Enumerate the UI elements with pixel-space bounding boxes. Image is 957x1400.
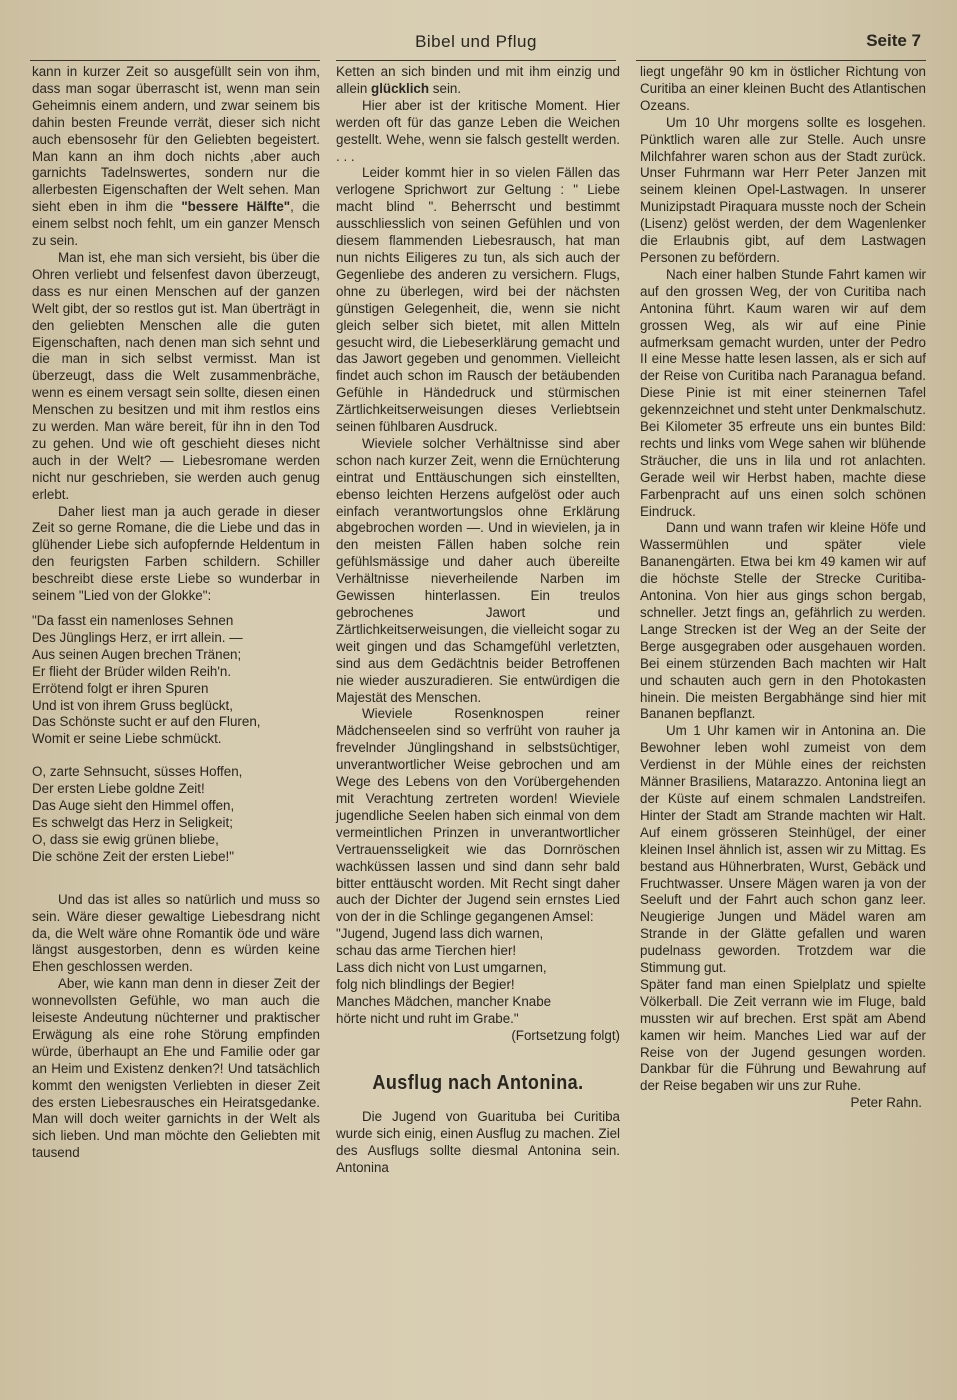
paragraph: Und das ist alles so natürlich und muss so sein. Wäre dieser gewaltige Liebesdrang nicht da, die Welt wäre ohne Romantik öde und wäre längst ausgestorben, denn es würden keine Ehen geschlossen werden. — [32, 891, 320, 975]
poem-line: Das Schönste sucht er auf den Fluren, — [32, 714, 261, 730]
poem-line: Es schwelgt das Herz in Seligkeit; — [32, 814, 233, 830]
poem-line: Das Auge sieht den Himmel offen, — [32, 798, 235, 814]
header-rule-left — [30, 60, 320, 61]
poem-line: "Da fasst ein namenloses Sehnen — [32, 613, 234, 628]
paragraph: Wieviele Rosenknospen reiner Mädchenseelen sind so verfrüht von rauher ja frevelnder Jünglingshand in selbstsüchtiger, unverantwortlicher Weise gebrochen und am Wege des Lebens von den Vorübergehenden mit Verachtung zertreten worden! Wieviele jugendliche Seelen haben sich einmal von dem vermeintlichen Prinzen in unverantwortlicher Vertrauensseligkeit wie das Dornröschen wachküssen lassen und sind dann sehr bald bitter enttäuscht worden. Mit Recht singt daher auch der Dichter der Jugend sein ernstes Lied von der in die Schlinge gegangenen Amsel: — [336, 706, 620, 925]
paragraph: Daher liest man ja auch gerade in dieser Zeit so gerne Romane, die die Liebe und das in glühender Liebe sich aufopfernde Heldentum in den feurigsten Farben schildern. Schiller beschreibt diese erste Liebe so wunderbar in seinem "Lied von der Glokke": — [32, 503, 320, 604]
text: sein. — [432, 80, 462, 96]
page-number: Seite 7 — [866, 31, 921, 50]
poem-line: Lass dich nicht von Lust umgarnen, — [336, 960, 547, 976]
paragraph: Die Jugend von Guarituba bei Curitiba wurde sich einig, einen Ausflug zu machen. Ziel des Ausflugs sollte diesmal Antonina sein. Antonina — [336, 1109, 620, 1176]
poem-line: Und ist von ihrem Gruss beglückt, — [32, 697, 233, 713]
paragraph: Später fand man einen Spielplatz und spielte Völkerball. Die Zeit verrann wie im Fluge, bald mussten wir auf brechen. Erst spät am Abend kamen wir heim. Manches Lied war auf der Reise von der Jugend gesungen worden. Dankbar für die Führung und Bewahrung auf der Reise begaben wir uns zur Ruhe. — [640, 976, 926, 1094]
paragraph: Nach einer halben Stunde Fahrt kamen wir auf den grossen Weg, der von Curitiba nach Antonina führt. Kaum waren wir auf dem grossen Weg, als wir auf eine Pinie aufmerksam gemacht wurden, unter der Pedro II eine Messe hatte lesen lassen, als er sich auf der Reise von Curitiba nach Paranagua befand. Diese Pinie ist mit einer steinernen Tafel gekennzeichnet und steht unter Denkmalschutz. Bei Kilometer 35 erfreute uns ein buntes Bild: rechts und links vom Wege sahen wir blühende Sträucher, die uns in lila und rot anlachten. Gerade weil wir Herbst haben, machte diese Farbenpracht auf uns einen solch schönen Eindruck. — [640, 266, 926, 519]
page-header — [0, 28, 957, 58]
paragraph — [336, 64, 620, 98]
header-rule-right — [636, 60, 926, 61]
column-3 — [640, 64, 926, 1112]
paragraph: liegt ungefähr 90 km in östlicher Richtung von Curitiba an einer kleinen Bucht des Atlantischen Ozeans. — [640, 64, 926, 113]
poem-line: Womit er seine Liebe schmückt. — [32, 731, 222, 747]
paragraph: Um 1 Uhr kamen wir in Antonina an. Die Bewohner leben wohl zumeist von dem Verdienst in der Mühle eines der reichsten Männer Brasiliens, Matarazzo. Antonina liegt an der Küste auf einem schmalen Landstreifen. Hinter der Stadt am Strande machten wir Halt. Auf einem grösseren Steinhügel, der einer kleinen Insel ähnlich ist, assen wir zu Mittag. Es bestand aus Hühnerbraten, Wurst, Gebäck und Fruchtwasser. Unsere Mägen waren ja von der Seeluft und der Fahrt auch schon ganz leer. Neugierige Jungen und Mädel waren am Strande in der Glätte gefallen und waren pudelnass geworden. Trotzdem war die Stimmung gut. — [640, 723, 926, 976]
poem-line: Des Jünglings Herz, er irrt allein. — — [32, 629, 243, 645]
paragraph: Hier aber ist der kritische Moment. Hier werden oft für das ganze Leben die Weichen gestellt. Wehe, wenn sie falsch gestellt werden. . . . — [336, 97, 620, 164]
paragraph: Um 10 Uhr morgens sollte es losgehen. Pünktlich waren alle zur Stelle. Auch unsre Milchfahrer waren schon aus der Stadt zurück. Unser Fuhrmann war Herr Peter Janzen mit seinem kleinen Opel-Lastwagen. In unserer Munizipstadt Piraquara musste noch der Schein (Lisenz) gelöst werden, der dem Wagenlenker die Erlaubnis gibt, auf dem Lastwagen Personen zu befördern. — [640, 114, 926, 265]
poem-line: schau das arme Tierchen hier! — [336, 943, 517, 959]
poem-stanza-2 — [32, 764, 320, 865]
poem-line: Manches Mädchen, mancher Knabe — [336, 993, 552, 1009]
continued-note: (Fortsetzung folgt) — [511, 1027, 620, 1043]
paragraph — [32, 64, 320, 250]
paragraph: Wieviele solcher Verhältnisse sind aber schon nach kurzer Zeit, wenn die Ernüchterung eintrat und Enttäuschungen sich einstellten, ebenso leichten Herzens aufgelöst oder auch einfach verantwortungslos ohne Erklärung abgebrochen worden —. Und in wievielen, ja in den meisten Fällen haben solche rein gefühlsmässige und daher auch übereilte Verhältnisse nieverheilende Narben im Gewissen hinterlassen. Ein treulos gebrochenes Jawort und Zärtlichkeitserweisungen, die vielleicht sogar zu weit gingen und das Schamgefühl verletzten, sind aus dem Gedächtnis beider Betroffenen nie wieder auszuradieren. Sie entwürdigen die Majestät des Menschen. — [336, 435, 620, 705]
text: Ketten an sich binden und mit ihm einzig und allein — [336, 64, 620, 96]
poem-line: hörte nicht und ruht im Grabe." — [336, 1010, 519, 1026]
poem — [336, 926, 620, 1027]
poem-line: O, zarte Sehnsucht, süsses Hoffen, — [32, 764, 243, 780]
running-title: Bibel und Pflug — [415, 32, 537, 51]
spacer — [32, 748, 320, 764]
poem-line: O, dass sie ewig grünen bliebe, — [32, 831, 219, 847]
poem-line: folg nich blindlings der Begier! — [336, 976, 515, 992]
paragraph: Leider kommt hier in so vielen Fällen das verlogene Sprichwort zur Geltung : " Liebe macht blind ". Beherrscht und bestimmt ausschliesslich von seinen Gefühlen und von diesem flammenden Liebesrausch, hat man nun nichts Eiligeres zu tun, als sich auch der Gegenliebe des anderen zu versichern. Flugs, ohne zu überlegen, wird bei der nächsten günstigen Gelegenheit, die, wenn sie nicht gleich selber sich bietet, mit allen Mitteln gesucht wird, die Liebeserklärung gemacht und das Jawort gegeben und genommen. Vielleicht findet auch schon im Rausch der betäubenden Gefühle in Händedruck und stürmischen Zärtlichkeitserweisungen dieses Verliebtsein seinen fühlbaren Ausdruck. — [336, 165, 620, 435]
bold-text: glücklich — [371, 80, 430, 96]
header-rule-middle — [336, 60, 616, 61]
author-signature: Peter Rahn. — [850, 1095, 922, 1111]
paragraph: Man ist, ehe man sich versieht, bis über die Ohren verliebt und felsenfest davon überzeugt, dass es nur einen Menschen auf der ganzen Welt gibt, der so restlos gut ist. Man überträgt in den geliebten Menschen alle die guten Eigenschaften, nach denen man sich sehnt und die man in sich selbst vermisst. Man ist überzeugt, dass die Welt zusammenbräche, wenn es einem versagt sein sollte, diesen einen Menschen zu besitzen und mit ihm restlos eins zu werden. Man wäre bereit, für ihn in den Tod zu gehen. Und wie oft geschieht dieses nicht auch in der Welt? — Liebesromane werden nicht nur geschrieben, sie werden auch genug erlebt. — [32, 249, 320, 502]
poem-line: Er flieht der Brüder wilden Reih'n. — [32, 663, 232, 679]
column-2 — [336, 64, 620, 1177]
bold-text: "bessere Hälfte" — [181, 199, 291, 215]
text: , die einem selbst noch fehlt, um ein ganzer Mensch zu sein. — [32, 199, 321, 249]
paragraph: Dann und wann trafen wir kleine Höfe und Wassermühlen und später viele Bananengärten. Etwa bei km 49 kamen wir auf die höchste Stelle der Strecke Curitiba-Antonina. Von hier aus gings schon bergab, schneller. Jetzt fings an, gefährlich zu werden. Lange Strecken ist der Weg an der Seite der Berge ausgegraben oder ausgehauen worden. Bei einem stürzenden Bach machten wir Halt und schauten auch gern in den Photokasten hinein. Die meisten Bergabhänge sind hier mit Bananen bepflanzt. — [640, 520, 926, 722]
poem-line: Errötend folgt er ihren Spuren — [32, 680, 209, 696]
column-1 — [32, 64, 320, 1162]
poem-line: Aus seinen Augen brechen Tränen; — [32, 646, 242, 662]
poem-stanza-1 — [32, 613, 320, 748]
poem-line: "Jugend, Jugend lass dich warnen, — [336, 926, 544, 942]
text: kann in kurzer Zeit so ausgefüllt sein von ihm, dass man sogar überrascht ist, wenn man sein Geheimnis einem andern, und zwar seinem bis dahin besten Freunde verrät, dieser sich nicht auch ebensosehr für den Geliebten begeistert. Man kann an ihm doch nichts ,aber auch garnichts Tadelnswertes, sondern nur die allerbesten Eigenschaften der Welt sehen. Man sieht eben in ihm die — [32, 64, 320, 215]
article-title: Ausflug nach Antonina. — [372, 1071, 584, 1094]
poem-line: Der ersten Liebe goldne Zeit! — [32, 781, 205, 797]
paragraph: Aber, wie kann man denn in dieser Zeit der wonnevollsten Gefühle, wo man auch die leiseste Andeutung nüchterner und praktischer Erwägung als eine rohe Störung empfinden würde, überhaupt an Ehe und Familie oder gar an Heim und Existenz denken?! Und tatsächlich kommt den wenigsten Verliebten in dieser Zeit des ersten Liebesrausches ein Heiratsgedanke. Man will doch weiter garnichts in der Welt als sich lieben. Und man möchte den Geliebten mit tausend — [32, 976, 320, 1161]
poem-line: Die schöne Zeit der ersten Liebe!" — [32, 848, 235, 864]
